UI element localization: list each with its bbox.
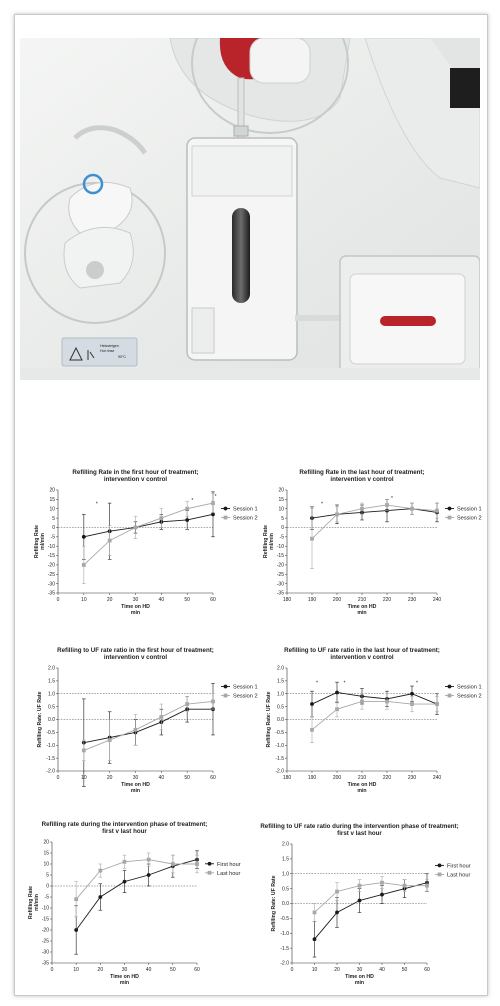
significance-marker: * bbox=[214, 494, 217, 501]
legend-label: Last hour bbox=[447, 872, 471, 879]
y-tick-label: -15 bbox=[47, 553, 55, 560]
series-1 bbox=[313, 874, 429, 957]
y-tick-label: -1.5 bbox=[275, 755, 284, 762]
data-point bbox=[310, 537, 314, 541]
legend-label: Session 1 bbox=[457, 684, 482, 691]
y-axis-label: Refilling Rate: UF Rate bbox=[37, 691, 43, 748]
x-tick-label: 30 bbox=[356, 967, 363, 973]
data-point bbox=[185, 518, 189, 522]
y-tick-label: -20 bbox=[47, 562, 55, 569]
chart-svg bbox=[255, 464, 480, 614]
x-axis-unit: min bbox=[130, 788, 141, 794]
legend-marker bbox=[224, 516, 228, 520]
series-line bbox=[76, 860, 197, 900]
legend-marker bbox=[224, 507, 228, 511]
data-point bbox=[82, 749, 86, 753]
x-tick-label: 0 bbox=[56, 775, 60, 781]
y-tick-label: -30 bbox=[276, 581, 284, 588]
series-line bbox=[312, 692, 437, 704]
y-tick-label: -35 bbox=[276, 590, 284, 597]
y-tick-label: -20 bbox=[276, 562, 284, 569]
x-axis-label: Time on HD bbox=[347, 782, 377, 788]
x-tick-label: 20 bbox=[106, 597, 113, 603]
data-point bbox=[360, 507, 364, 511]
y-tick-label: -5 bbox=[279, 534, 284, 541]
x-tick-label: 50 bbox=[184, 775, 190, 781]
chart-panel-5 bbox=[12, 818, 248, 986]
series-1 bbox=[74, 851, 199, 954]
y-tick-label: -35 bbox=[41, 960, 49, 967]
y-tick-label: 0.5 bbox=[48, 704, 55, 711]
y-tick-label: -5 bbox=[44, 894, 49, 901]
legend-label: Session 1 bbox=[457, 506, 482, 513]
data-point bbox=[123, 880, 127, 884]
data-point bbox=[123, 860, 127, 864]
chart-panel-3 bbox=[28, 646, 258, 794]
y-axis-label: Refilling Rate bbox=[34, 524, 40, 559]
x-tick-label: 40 bbox=[145, 967, 152, 973]
y-tick-label: 1.5 bbox=[282, 856, 289, 863]
legend-label: First hour bbox=[447, 863, 471, 870]
data-point bbox=[74, 928, 78, 932]
y-tick-label: 0.5 bbox=[277, 704, 284, 711]
y-tick-label: 0 bbox=[281, 525, 284, 532]
x-tick-label: 230 bbox=[407, 597, 417, 603]
y-tick-label: -25 bbox=[41, 938, 49, 945]
x-tick-label: 190 bbox=[307, 597, 317, 603]
y-tick-label: 20 bbox=[278, 487, 284, 494]
y-tick-label: 10 bbox=[278, 506, 284, 513]
series-1 bbox=[82, 492, 215, 559]
data-point bbox=[159, 516, 163, 520]
legend-marker bbox=[208, 862, 212, 866]
chart-subtitle: intervention v control bbox=[103, 476, 168, 483]
significance-marker: * bbox=[343, 680, 346, 687]
x-tick-label: 180 bbox=[282, 597, 292, 603]
y-tick-label: 1.0 bbox=[277, 691, 284, 698]
y-tick-label: 0.5 bbox=[282, 886, 289, 893]
x-tick-label: 30 bbox=[132, 597, 139, 603]
data-point bbox=[360, 700, 364, 704]
x-tick-label: 50 bbox=[401, 967, 408, 973]
data-point bbox=[313, 937, 317, 941]
legend-label: Session 1 bbox=[233, 684, 258, 691]
data-point bbox=[385, 700, 389, 704]
chart-svg bbox=[255, 646, 480, 792]
chart-panel-6 bbox=[252, 818, 488, 986]
series-2 bbox=[82, 494, 215, 584]
series-line bbox=[312, 509, 437, 518]
x-axis-label: Time on HD bbox=[347, 604, 377, 610]
data-point bbox=[74, 897, 78, 901]
legend-label: Session 2 bbox=[233, 693, 258, 700]
x-axis-unit: min bbox=[354, 980, 365, 986]
data-point bbox=[185, 507, 189, 511]
x-axis-label: Time on HD bbox=[345, 974, 374, 980]
x-tick-label: 20 bbox=[97, 967, 104, 973]
x-axis-label: Time on HD bbox=[121, 604, 150, 610]
series-line bbox=[76, 860, 197, 930]
data-point bbox=[98, 895, 102, 899]
legend-label: First hour bbox=[217, 861, 241, 868]
x-axis-unit: min bbox=[130, 610, 141, 616]
x-tick-label: 10 bbox=[311, 967, 318, 973]
y-tick-label: -10 bbox=[41, 905, 49, 912]
x-tick-label: 0 bbox=[56, 597, 60, 603]
x-tick-label: 40 bbox=[158, 597, 165, 603]
chart-title: Refilling Rate in the last hour of treatment; bbox=[299, 469, 425, 476]
x-tick-label: 60 bbox=[210, 775, 216, 781]
y-tick-label: -20 bbox=[41, 927, 49, 934]
y-tick-label: 5 bbox=[52, 515, 55, 522]
x-tick-label: 40 bbox=[379, 967, 385, 973]
y-tick-label: 1.5 bbox=[48, 678, 55, 685]
x-tick-label: 0 bbox=[50, 967, 54, 973]
data-point bbox=[358, 884, 362, 888]
legend-marker bbox=[448, 685, 452, 689]
y-tick-label: -30 bbox=[47, 581, 55, 588]
pump-red-latch bbox=[380, 316, 436, 326]
y-tick-label: 0.0 bbox=[282, 901, 289, 908]
x-tick-label: 240 bbox=[432, 775, 442, 781]
chart-panel-4 bbox=[255, 646, 480, 792]
chart-title: Refilling to UF rate ratio during the intervention phase of treatment; bbox=[260, 823, 459, 830]
data-point bbox=[335, 911, 339, 915]
y-tick-label: -25 bbox=[276, 571, 284, 578]
data-point bbox=[380, 893, 384, 897]
y-axis-label: Refilling Rate bbox=[263, 524, 269, 559]
x-tick-label: 40 bbox=[158, 775, 165, 781]
data-point bbox=[410, 507, 414, 511]
chart-title: Refilling rate during the intervention phase of treatment; bbox=[41, 821, 208, 828]
y-tick-label: 0.0 bbox=[48, 717, 55, 724]
x-tick-label: 10 bbox=[81, 597, 87, 603]
data-point bbox=[147, 873, 151, 877]
y-tick-label: 1.0 bbox=[282, 871, 289, 878]
x-tick-label: 30 bbox=[121, 967, 128, 973]
x-axis-unit: min bbox=[119, 980, 130, 986]
x-tick-label: 60 bbox=[424, 967, 430, 973]
data-point bbox=[185, 702, 189, 706]
y-tick-label: -1.5 bbox=[280, 945, 289, 952]
x-tick-label: 60 bbox=[194, 967, 200, 973]
y-tick-label: 1.5 bbox=[277, 678, 284, 685]
series-line bbox=[84, 709, 213, 742]
chart-subtitle: first v last hour bbox=[337, 830, 382, 837]
y-tick-label: -0.5 bbox=[280, 916, 289, 923]
data-point bbox=[171, 862, 175, 866]
y-axis-unit: ml/min bbox=[40, 533, 46, 550]
data-point bbox=[410, 702, 414, 706]
y-tick-label: -15 bbox=[41, 916, 49, 923]
data-point bbox=[310, 702, 314, 706]
data-point bbox=[82, 535, 86, 539]
significance-marker: * bbox=[321, 501, 323, 508]
y-tick-label: -35 bbox=[47, 590, 55, 597]
y-axis-label: Refilling Rate bbox=[28, 885, 34, 920]
data-point bbox=[134, 526, 138, 530]
data-point bbox=[211, 700, 215, 704]
y-tick-label: -25 bbox=[47, 571, 55, 578]
x-tick-label: 50 bbox=[170, 967, 176, 973]
significance-marker: * bbox=[191, 497, 194, 504]
data-point bbox=[195, 862, 199, 866]
chart-svg bbox=[28, 646, 258, 794]
data-point bbox=[108, 539, 112, 543]
chart-title: Refilling Rate in the first hour of treatment; bbox=[72, 469, 199, 476]
x-tick-label: 220 bbox=[382, 597, 392, 603]
legend-label: Session 2 bbox=[457, 515, 482, 522]
x-tick-label: 60 bbox=[210, 597, 216, 603]
data-point bbox=[134, 728, 138, 732]
y-tick-label: 0.0 bbox=[277, 717, 284, 724]
data-point bbox=[147, 858, 151, 862]
y-tick-label: -0.5 bbox=[275, 730, 284, 737]
machine-photo bbox=[20, 38, 480, 380]
x-tick-label: 210 bbox=[357, 775, 367, 781]
chart-panel-2 bbox=[255, 464, 480, 614]
y-tick-label: -1.5 bbox=[46, 755, 55, 762]
significance-marker: * bbox=[391, 495, 393, 502]
data-point bbox=[335, 890, 339, 894]
data-point bbox=[98, 869, 102, 873]
series-line bbox=[315, 883, 428, 940]
y-axis-unit: ml/min bbox=[269, 533, 275, 550]
y-tick-label: 15 bbox=[49, 497, 55, 504]
warning-label-line3: 90°C bbox=[118, 355, 127, 359]
data-point bbox=[435, 702, 439, 706]
x-tick-label: 10 bbox=[73, 967, 79, 973]
legend-marker bbox=[448, 516, 452, 520]
y-tick-label: 2.0 bbox=[277, 665, 284, 672]
y-tick-label: -0.5 bbox=[46, 730, 55, 737]
legend-label: Last hour bbox=[217, 870, 241, 877]
x-tick-label: 10 bbox=[81, 775, 87, 781]
y-tick-label: -30 bbox=[41, 949, 49, 956]
data-point bbox=[108, 738, 112, 742]
chart-title: Refilling to UF rate ratio in the first hour of treatment; bbox=[57, 647, 214, 654]
y-tick-label: 1.0 bbox=[48, 691, 55, 698]
level-window bbox=[232, 208, 250, 303]
y-tick-label: -2.0 bbox=[275, 768, 284, 775]
y-tick-label: -15 bbox=[276, 553, 284, 560]
legend-marker bbox=[224, 694, 228, 698]
y-tick-label: 15 bbox=[278, 497, 284, 504]
y-tick-label: -1.0 bbox=[280, 930, 289, 937]
chart-panel-1 bbox=[28, 464, 258, 616]
y-tick-label: 20 bbox=[49, 487, 55, 494]
y-tick-label: -5 bbox=[50, 534, 55, 541]
chart-title: Refilling to UF rate ratio in the last hour of treatment; bbox=[284, 647, 440, 654]
chart-subtitle: intervention v control bbox=[330, 476, 394, 483]
data-point bbox=[159, 715, 163, 719]
x-axis-unit: min bbox=[357, 788, 367, 794]
legend-marker bbox=[438, 864, 442, 868]
data-point bbox=[82, 563, 86, 567]
data-point bbox=[211, 512, 215, 516]
y-tick-label: -10 bbox=[276, 543, 284, 550]
x-tick-label: 220 bbox=[382, 775, 392, 781]
x-tick-label: 240 bbox=[432, 597, 442, 603]
y-tick-label: 0 bbox=[52, 525, 55, 532]
chart-subtitle: first v last hour bbox=[102, 828, 147, 835]
chart-svg bbox=[252, 818, 488, 986]
series-line bbox=[312, 701, 437, 729]
x-axis-label: Time on HD bbox=[121, 782, 150, 788]
series-2 bbox=[313, 877, 429, 922]
data-point bbox=[335, 691, 339, 695]
y-tick-label: 5 bbox=[281, 515, 284, 522]
x-tick-label: 30 bbox=[132, 775, 139, 781]
y-tick-label: 5 bbox=[46, 872, 49, 879]
y-tick-label: 10 bbox=[49, 506, 55, 513]
legend-label: Session 2 bbox=[457, 693, 482, 700]
x-tick-label: 210 bbox=[357, 597, 367, 603]
y-tick-label: 2.0 bbox=[48, 665, 55, 672]
significance-marker: * bbox=[416, 680, 418, 687]
y-tick-label: 15 bbox=[43, 850, 49, 857]
x-tick-label: 0 bbox=[290, 967, 294, 973]
x-axis-label: Time on HD bbox=[110, 974, 139, 980]
data-point bbox=[358, 899, 362, 903]
y-axis-unit: ml/min bbox=[34, 894, 40, 911]
series-1 bbox=[310, 499, 439, 529]
x-tick-label: 230 bbox=[407, 775, 417, 781]
data-point bbox=[335, 707, 339, 711]
y-tick-label: 0 bbox=[46, 883, 49, 890]
chart-subtitle: intervention v control bbox=[330, 654, 394, 661]
y-tick-label: 20 bbox=[43, 839, 49, 846]
legend-marker bbox=[448, 694, 452, 698]
data-point bbox=[310, 728, 314, 732]
significance-marker: * bbox=[316, 680, 318, 687]
x-tick-label: 180 bbox=[282, 775, 292, 781]
x-tick-label: 190 bbox=[307, 775, 317, 781]
x-tick-label: 200 bbox=[332, 597, 342, 603]
warning-label-line2: Hot rinse bbox=[100, 349, 115, 353]
y-tick-label: -1.0 bbox=[275, 742, 284, 749]
legend-marker bbox=[208, 871, 212, 875]
chart-svg bbox=[28, 464, 258, 616]
data-point bbox=[410, 692, 414, 696]
data-point bbox=[385, 503, 389, 507]
data-point bbox=[211, 501, 215, 505]
x-tick-label: 20 bbox=[334, 967, 340, 973]
y-tick-label: -2.0 bbox=[280, 960, 289, 967]
legend-marker bbox=[448, 507, 452, 511]
machine-photo-drawing bbox=[20, 38, 480, 380]
series-1 bbox=[310, 682, 439, 717]
data-point bbox=[435, 509, 439, 513]
chart-subtitle: intervention v control bbox=[103, 654, 168, 661]
x-axis-unit: min bbox=[357, 610, 367, 616]
data-point bbox=[425, 884, 429, 888]
series-2 bbox=[310, 694, 439, 743]
y-axis-label: Refilling Rate: UF Rate bbox=[266, 691, 272, 748]
legend-label: Session 1 bbox=[233, 506, 258, 513]
black-handle bbox=[450, 68, 480, 108]
data-point bbox=[313, 911, 317, 915]
legend-marker bbox=[438, 873, 442, 877]
x-tick-label: 200 bbox=[332, 775, 342, 781]
y-tick-label: 2.0 bbox=[282, 841, 289, 848]
warning-label-line1: Heissteigen bbox=[100, 344, 119, 348]
data-point bbox=[335, 512, 339, 516]
y-tick-label: -10 bbox=[47, 543, 55, 550]
data-point bbox=[380, 881, 384, 885]
x-tick-label: 50 bbox=[184, 597, 190, 603]
legend-marker bbox=[224, 685, 228, 689]
y-axis-label: Refilling Rate: UF Rate bbox=[271, 875, 277, 932]
chart-svg bbox=[12, 818, 248, 986]
y-tick-label: 10 bbox=[43, 861, 49, 868]
y-tick-label: -2.0 bbox=[46, 768, 55, 775]
data-point bbox=[403, 884, 407, 888]
legend-label: Session 2 bbox=[233, 515, 258, 522]
significance-marker: * bbox=[95, 501, 98, 508]
x-tick-label: 20 bbox=[106, 775, 113, 781]
y-tick-label: -1.0 bbox=[46, 742, 55, 749]
series-line bbox=[84, 503, 213, 565]
series-line bbox=[84, 514, 213, 536]
